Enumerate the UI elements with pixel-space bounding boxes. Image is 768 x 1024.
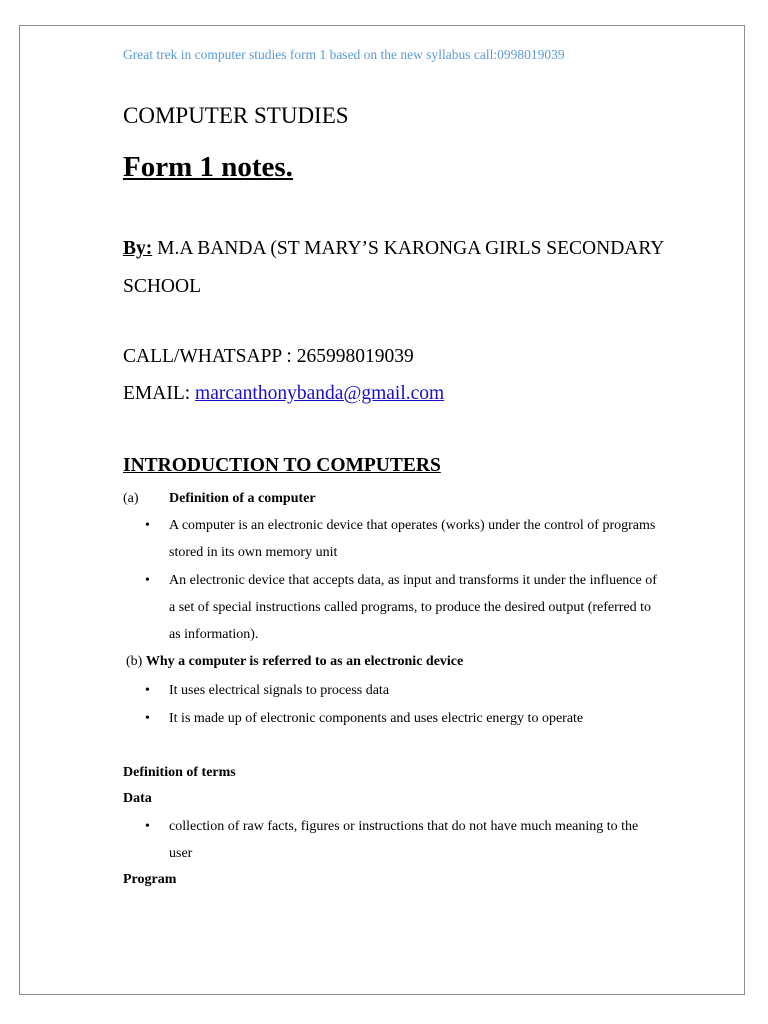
list-item: collection of raw facts, figures or instructions that do not have much meaning to the bbox=[169, 819, 639, 834]
bullet-icon: • bbox=[145, 819, 150, 834]
email-label: EMAIL: bbox=[123, 383, 196, 404]
list-item-continued: as information). bbox=[169, 627, 259, 642]
email-link[interactable]: marcanthonybanda@gmail.com bbox=[195, 383, 445, 404]
section-b-marker: (b) bbox=[126, 654, 146, 669]
list-item-continued: stored in its own memory unit bbox=[169, 545, 338, 560]
list-item: An electronic device that accepts data, as input and transforms it under the influence of bbox=[169, 573, 657, 588]
bullet-icon: • bbox=[145, 573, 150, 588]
call-whatsapp: CALL/WHATSAPP : 265998019039 bbox=[123, 346, 414, 367]
bullet-icon: • bbox=[145, 711, 150, 726]
list-item: It uses electrical signals to process data bbox=[169, 683, 390, 698]
bullet-icon: • bbox=[145, 518, 150, 533]
section-b-heading bbox=[126, 654, 463, 670]
list-item: It is made up of electronic components and uses electric energy to operate bbox=[169, 711, 584, 726]
subject-title: COMPUTER STUDIES bbox=[123, 103, 349, 128]
author-name: M.A BANDA (ST MARY’S KARONGA GIRLS SECONDARY bbox=[152, 238, 665, 259]
list-item-continued: a set of special instructions called programs, to produce the desired output (referred to bbox=[169, 600, 652, 615]
email-line bbox=[123, 383, 444, 405]
header-note: Great trek in computer studies form 1 based on the new syllabus call:0998019039 bbox=[123, 47, 565, 62]
author-line-continued: SCHOOL bbox=[123, 276, 202, 297]
bullet-icon: • bbox=[145, 683, 150, 698]
document-page bbox=[19, 25, 745, 995]
author-label: By: bbox=[123, 238, 153, 259]
data-heading: Data bbox=[123, 791, 152, 806]
section-b-title: Why a computer is referred to as an electronic device bbox=[145, 654, 464, 669]
list-item: A computer is an electronic device that operates (works) under the control of programs bbox=[169, 518, 656, 533]
intro-heading: INTRODUCTION TO COMPUTERS bbox=[123, 455, 441, 476]
list-item-continued: user bbox=[169, 846, 193, 861]
section-a-marker: (a) bbox=[123, 491, 139, 506]
section-a-title: Definition of a computer bbox=[169, 491, 316, 506]
form-title: Form 1 notes. bbox=[123, 151, 293, 183]
author-line bbox=[123, 238, 664, 260]
definition-of-terms-heading: Definition of terms bbox=[123, 765, 236, 780]
program-heading: Program bbox=[123, 872, 177, 887]
